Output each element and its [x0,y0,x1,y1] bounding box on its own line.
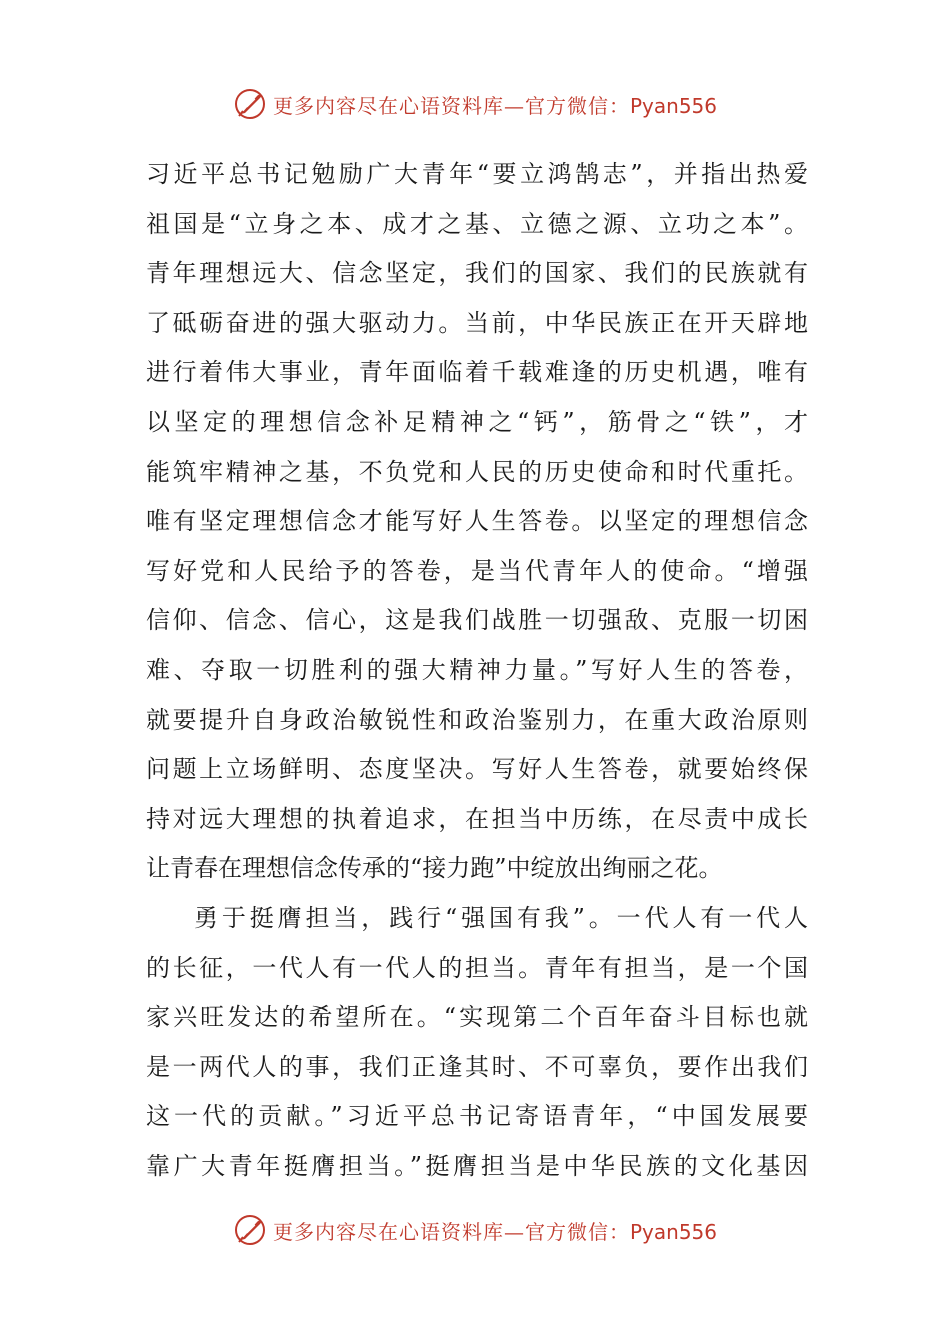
body-line: 能筑牢精神之基，不负党和人民的历史使命和时代重托。 [146,457,808,486]
quill-logo-icon [233,87,267,121]
body-line: 习近平总书记勉励广大青年“要立鸿鹄志”，并指出热爱 [146,160,808,188]
body-line: 唯有坚定理想信念才能写好人生答卷。以坚定的理想信念 [146,507,808,536]
document-body [146,150,808,1191]
body-line: 是一两代人的事，我们正逢其时、不可辜负，要作出我们 [146,1052,808,1081]
body-line: 持对远大理想的执着追求，在担当中历练，在尽责中成长 [146,804,808,833]
paragraph-first-line: 勇于挺膺担当，践行“强国有我”。一代人有一代人 [194,903,808,932]
body-line: 靠广大青年挺膺担当。”挺膺担当是中华民族的文化基因 [146,1151,808,1180]
body-line: 的长征，一代人有一代人的担当。青年有担当，是一个国 [146,953,808,982]
body-line: 信仰、信念、信心，这是我们战胜一切强敌、克服一切困 [146,606,808,635]
wechat-id: Pyan556 [629,93,717,118]
body-line: 写好党和人民给予的答卷，是当代青年人的使命。“增强 [146,556,808,585]
body-line: 家兴旺发达的希望所在。“实现第二个百年奋斗目标也就 [146,1003,808,1032]
header-banner [0,84,950,124]
footer-banner [0,1210,950,1250]
wechat-id: Pyan556 [629,1219,717,1244]
body-line: 进行着伟大事业，青年面临着千载难逢的历史机遇，唯有 [146,358,808,387]
banner-text: 更多内容尽在心语资料库—官方微信：Pyan556 [272,93,717,118]
body-line: 问题上立场鲜明、态度坚决。写好人生答卷，就要始终保 [146,755,808,784]
paragraph-end-line: 让青春在理想信念传承的“接力跑”中绽放出绚丽之花。 [146,854,723,883]
body-line: 这一代的贡献。”习近平总书记寄语青年，“中国发展要 [146,1102,808,1131]
body-line: 了砥砺奋进的强大驱动力。当前，中华民族正在开天辟地 [146,308,808,337]
body-line: 青年理想远大、信念坚定，我们的国家、我们的民族就有 [146,259,808,288]
body-line: 祖国是“立身之本、成才之基、立德之源、立功之本”。 [146,209,808,238]
body-line: 以坚定的理想信念补足精神之“钙”，筋骨之“铁”，才 [146,407,808,436]
body-line: 就要提升自身政治敏锐性和政治鉴别力，在重大政治原则 [146,705,808,734]
quill-logo-icon [233,1213,267,1247]
banner-text: 更多内容尽在心语资料库—官方微信：Pyan556 [272,1219,717,1244]
body-line: 难、夺取一切胜利的强大精神力量。”写好人生的答卷， [146,655,808,684]
